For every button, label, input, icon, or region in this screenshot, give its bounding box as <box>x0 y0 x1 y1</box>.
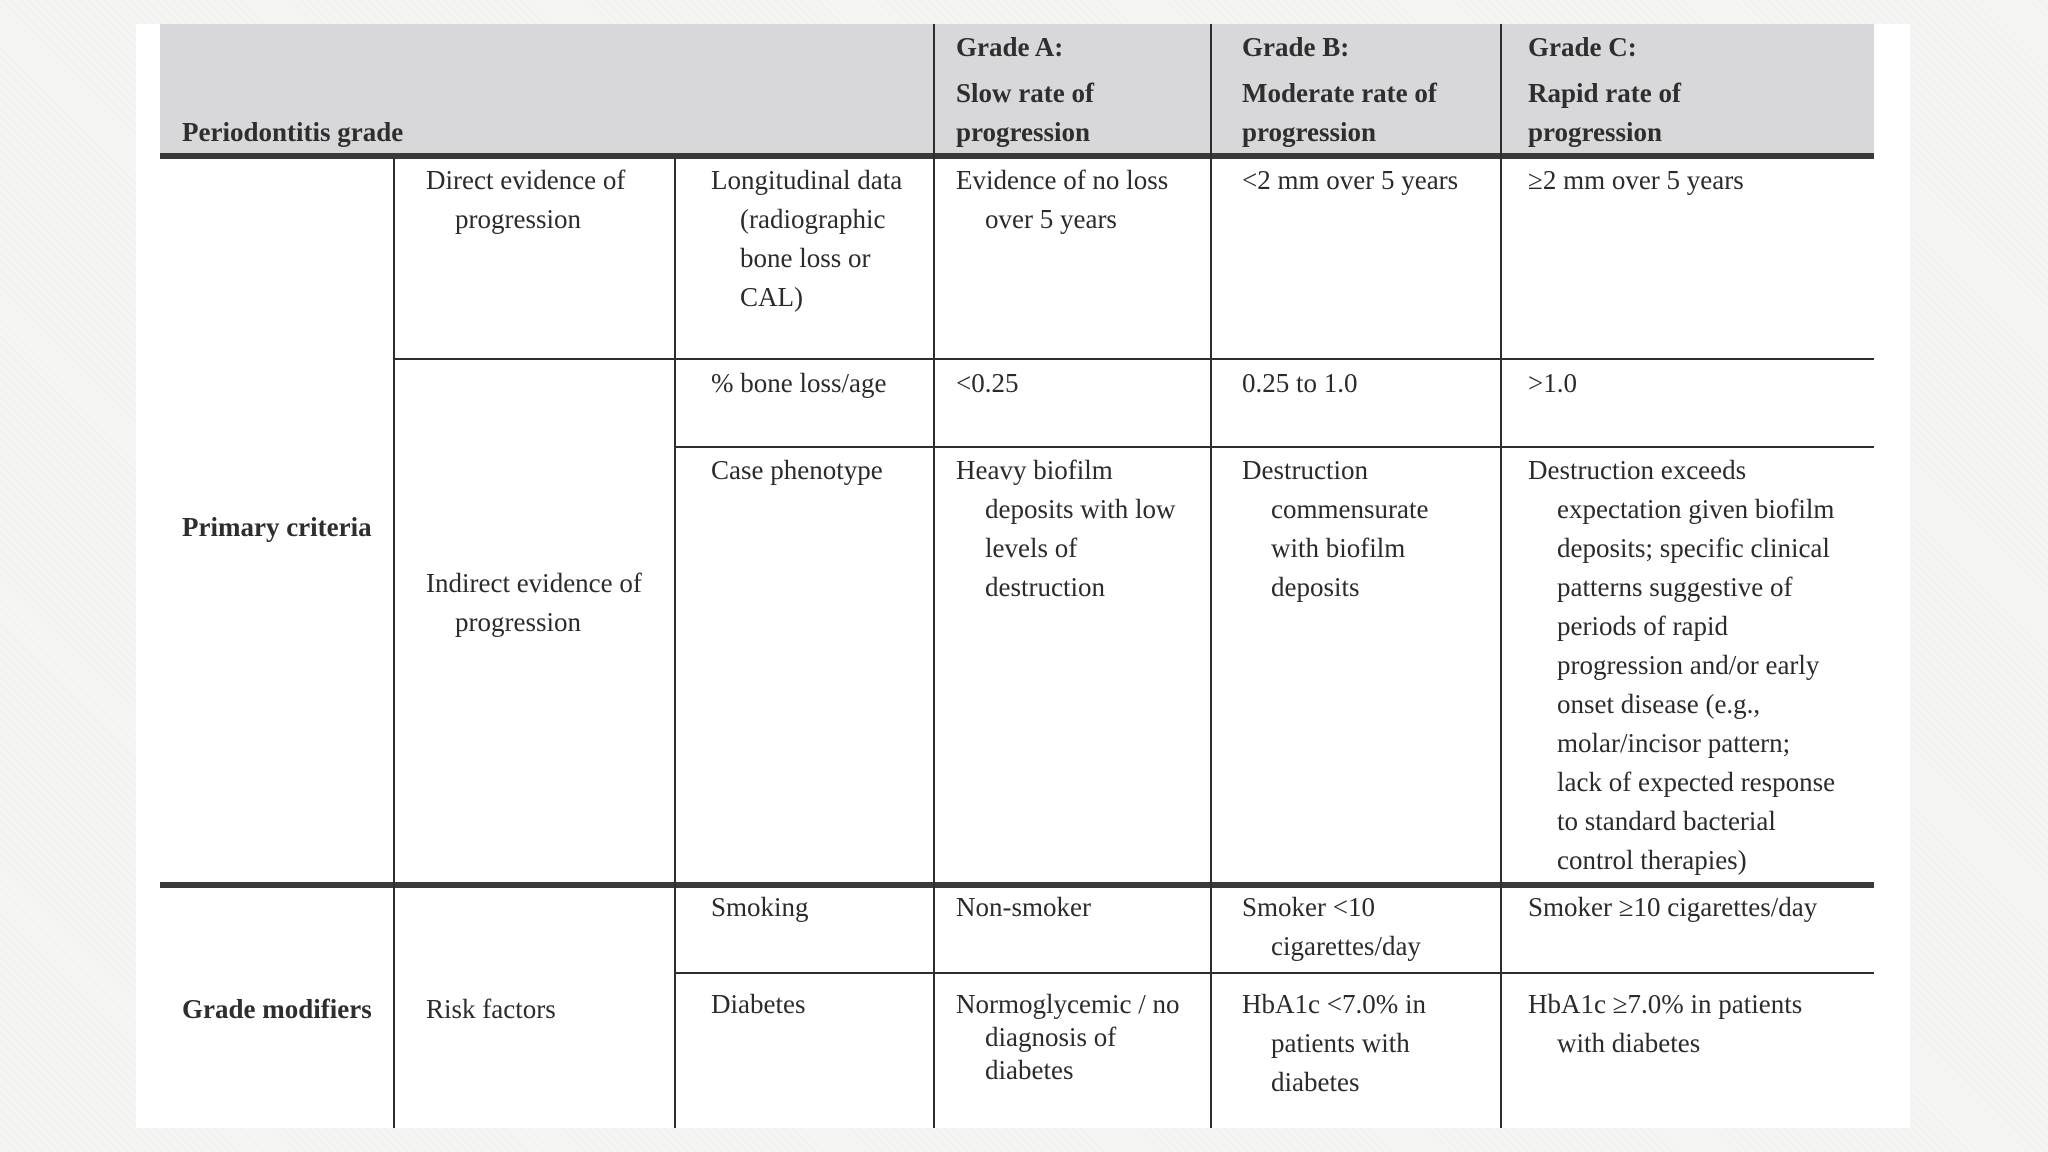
cell-phenotype-grade-a: Heavy biofilm deposits with low levels of destruction <box>956 455 1176 602</box>
cell-longitudinal-grade-c: ≥2 mm over 5 years <box>1528 165 1744 195</box>
criterion-diabetes: Diabetes <box>711 989 806 1019</box>
section-grade-modifiers: Grade modifiers <box>182 994 372 1024</box>
header-grade-c-title: Grade C: <box>1528 32 1637 62</box>
cell-phenotype-grade-c: Destruction exceeds expectation given biofilm deposits; specific clinical patterns suggestive of periods of rapid progression and/or early onset disease (e.g., molar/incisor pattern; lack of expected response to standard bacterial control therapies) <box>1528 455 1836 875</box>
header-grade-a-desc-1: Slow rate of <box>956 78 1094 108</box>
header-grade-b-desc-2: progression <box>1242 117 1377 147</box>
cell-longitudinal-grade-a: Evidence of no loss over 5 years <box>956 165 1169 234</box>
header-periodontitis-grade: Periodontitis grade <box>182 117 404 147</box>
subsection-direct-evidence: Direct evidence of progression <box>426 165 626 234</box>
section-primary-criteria: Primary criteria <box>182 512 372 542</box>
cell-smoking-grade-c: Smoker ≥10 cigarettes/day <box>1528 892 1818 922</box>
section-divider-rule <box>160 882 1874 888</box>
header-bottom-rule <box>160 153 1874 159</box>
cell-bone-loss-grade-a: <0.25 <box>956 368 1019 398</box>
cell-smoking-grade-a: Non-smoker <box>956 892 1091 922</box>
cell-diabetes-grade-c: HbA1c ≥7.0% in patients with diabetes <box>1528 989 1803 1058</box>
subsection-risk-factors: Risk factors <box>426 994 556 1024</box>
header-grade-a-desc-2: progression <box>956 117 1091 147</box>
column-divider-4 <box>1210 24 1212 1128</box>
column-divider-1 <box>393 158 395 1128</box>
cell-diabetes-grade-a: Normoglycemic / no diagnosis of diabetes <box>956 989 1180 1085</box>
cell-bone-loss-grade-b: 0.25 to 1.0 <box>1242 368 1358 398</box>
cell-bone-loss-grade-c: >1.0 <box>1528 368 1577 398</box>
header-grade-b-desc-1: Moderate rate of <box>1242 78 1437 108</box>
column-divider-2 <box>674 158 676 1128</box>
cell-longitudinal-grade-b: <2 mm over 5 years <box>1242 165 1459 195</box>
row-divider-1 <box>393 358 1874 360</box>
row-divider-2 <box>675 446 1874 448</box>
header-grade-c-desc-1: Rapid rate of <box>1528 78 1681 108</box>
cell-diabetes-grade-b: HbA1c <7.0% in patients with diabetes <box>1242 989 1426 1097</box>
criterion-longitudinal-data: Longitudinal data (radiographic bone loss or CAL) <box>711 165 903 312</box>
header-grade-a-title: Grade A: <box>956 32 1064 62</box>
column-divider-5 <box>1500 24 1502 1128</box>
subsection-indirect-evidence: Indirect evidence of progression <box>426 568 642 637</box>
criterion-case-phenotype: Case phenotype <box>711 455 883 485</box>
cell-smoking-grade-b: Smoker <10 cigarettes/day <box>1242 892 1421 961</box>
row-divider-3 <box>675 972 1874 974</box>
criterion-smoking: Smoking <box>711 892 809 922</box>
header-grade-b-title: Grade B: <box>1242 32 1350 62</box>
column-divider-3 <box>933 24 935 1128</box>
header-grade-c-desc-2: progression <box>1528 117 1663 147</box>
cell-phenotype-grade-b: Destruction commensurate with biofilm deposits <box>1242 455 1429 602</box>
criterion-bone-loss-age: % bone loss/age <box>711 368 887 398</box>
